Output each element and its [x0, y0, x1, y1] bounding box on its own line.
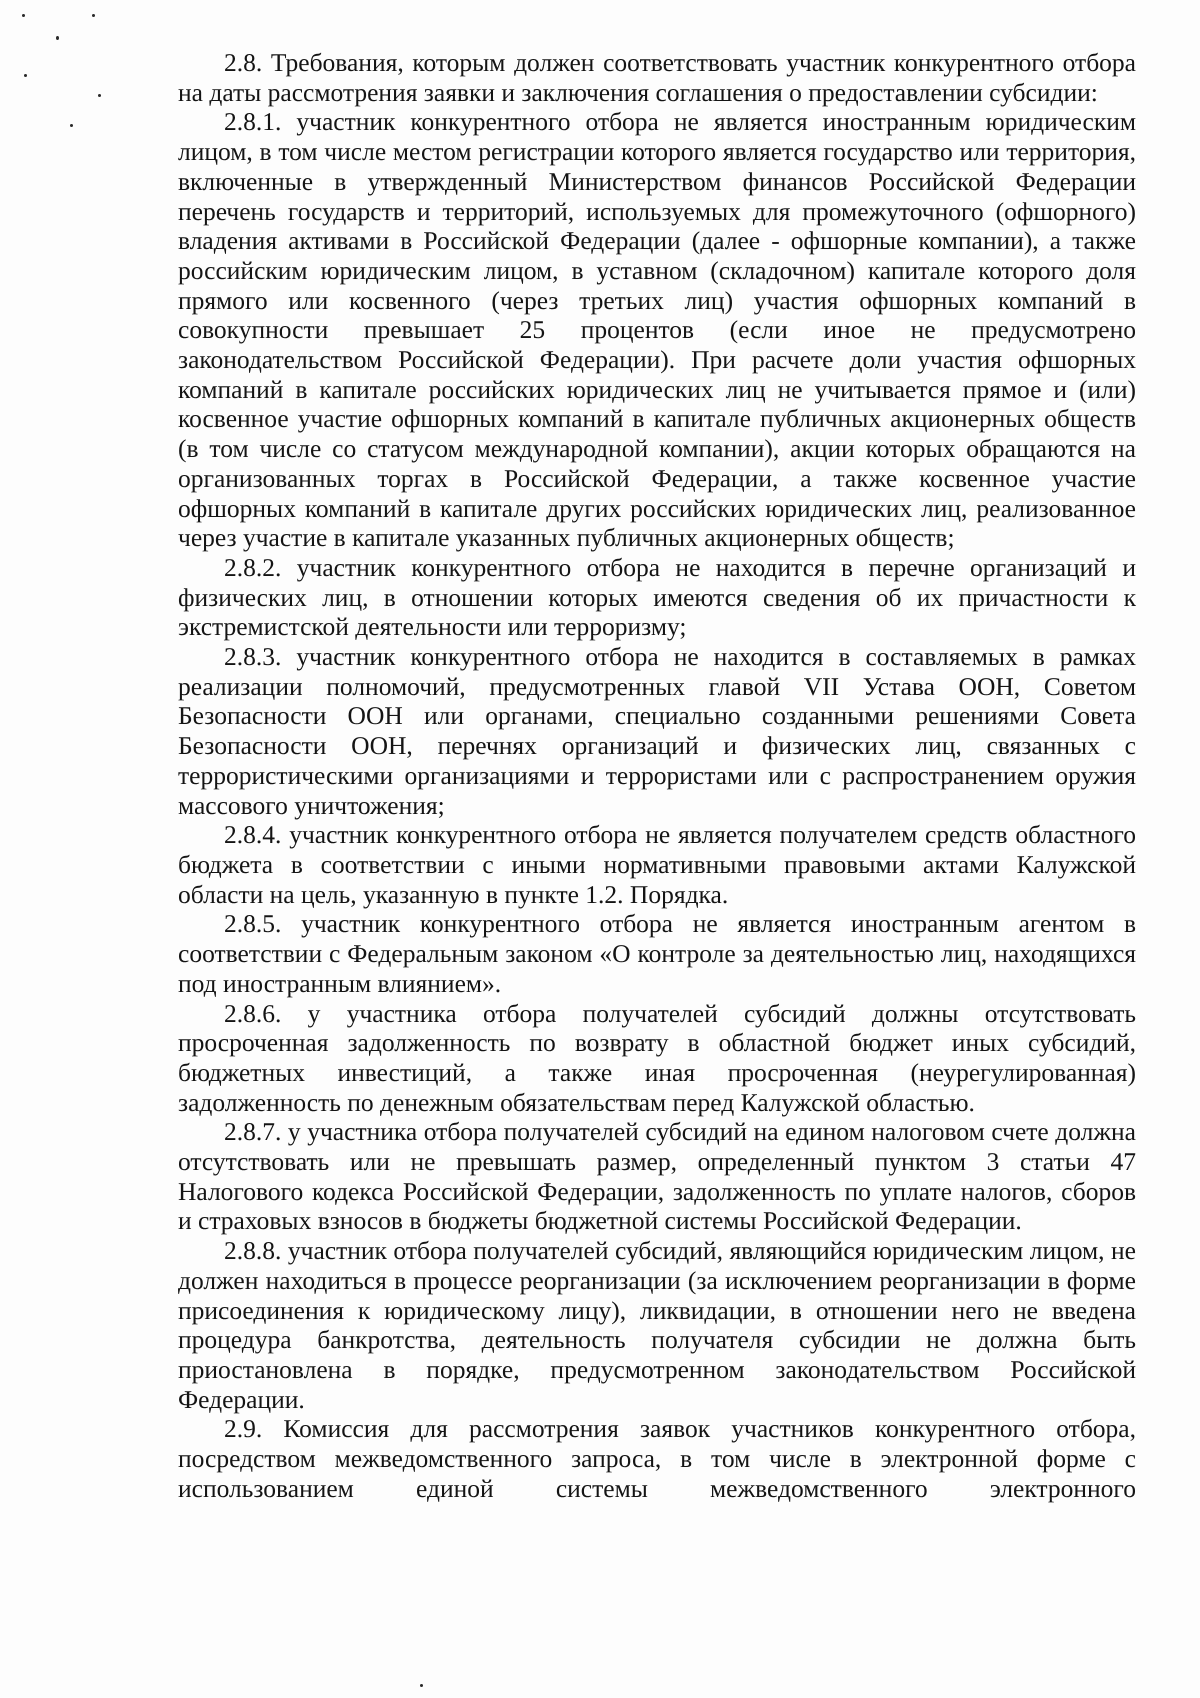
scan-speck — [98, 94, 101, 97]
paragraph-2-8-1: 2.8.1. участник конкурентного отбора не является иностранным юридическим лицом, в том числе местом регистрации которого является государство или территория, включенные в утвержденный Министерством финансов Российской Федерации перечень государств и территорий, используемых для промежуточного (офшорного) владения активами в Российской Федерации (далее - офшорные компании), а также российским юридическим лицом, в уставном (складочном) капитале которого доля прямого или косвенного (через третьих лиц) участия офшорных компаний в совокупности превышает 25 процентов (если иное не предусмотрено законодательством Российской Федерации). При расчете доли участия офшорных компаний в капитале российских юридических лиц не учитывается прямое и (или) косвенное участие офшорных компаний в капитале публичных акционерных обществ (в том числе со статусом международной компании), акции которых обращаются на организованных торгах в Российской Федерации, а также косвенное участие офшорных компаний в капитале других российских юридических лиц, реализованное через участие в капитале указанных публичных акционерных обществ; — [178, 107, 1136, 553]
paragraph-2-8-4: 2.8.4. участник конкурентного отбора не является получателем средств областного бюджета в соответствии с иными нормативными правовыми актами Калужской области на цель, указанную в пункте 1.2. Порядка. — [178, 820, 1136, 909]
paragraph-2-9: 2.9. Комиссия для рассмотрения заявок участников конкурентного отбора, посредством межведомственного запроса, в том числе в электронной форме с использованием единой системы межведомственного электронного — [178, 1414, 1136, 1503]
scan-speck — [420, 1684, 423, 1687]
paragraph-2-8-5: 2.8.5. участник конкурентного отбора не является иностранным агентом в соответствии с Федеральным законом «О контроле за деятельностью лиц, находящихся под иностранным влиянием». — [178, 909, 1136, 998]
paragraph-2-8-3: 2.8.3. участник конкурентного отбора не находится в составляемых в рамках реализации полномочий, предусмотренных главой VII Устава ООН, Советом Безопасности ООН или органами, специально созданными решениями Совета Безопасности ООН, перечнях организаций и физических лиц, связанных с террористическими организациями и террористами или с распространением оружия массового уничтожения; — [178, 642, 1136, 820]
document-body — [178, 48, 1136, 1503]
paragraph-2-8-8: 2.8.8. участник отбора получателей субсидий, являющийся юридическим лицом, не должен находиться в процессе реорганизации (за исключением реорганизации в форме присоединения к юридическому лицу), ликвидации, в отношении него не введена процедура банкротства, деятельность получателя субсидии не должна быть приостановлена в порядке, предусмотренном законодательством Российской Федерации. — [178, 1236, 1136, 1414]
paragraph-2-8-2: 2.8.2. участник конкурентного отбора не находится в перечне организаций и физических лиц, в отношении которых имеются сведения об их причастности к экстремистской деятельности или терроризму; — [178, 552, 1136, 642]
scan-speck — [56, 36, 59, 40]
paragraph-2-8-7: 2.8.7. у участника отбора получателей субсидий на едином налоговом счете должна отсутствовать или не превышать размер, определенный пунктом 3 статьи 47 Налогового кодекса Российской Федерации, задолженность по уплате налогов, сборов и страховых взносов в бюджеты бюджетной системы Российской Федерации. — [178, 1117, 1136, 1236]
scan-speck — [24, 74, 27, 77]
scan-speck — [92, 14, 95, 17]
paragraph-2-8: 2.8. Требования, которым должен соответствовать участник конкурентного отбора на даты рассмотрения заявки и заключения соглашения о предоставлении субсидии: — [178, 48, 1136, 107]
scan-speck — [22, 14, 25, 17]
scan-speck — [70, 124, 73, 127]
paragraph-2-8-6: 2.8.6. у участника отбора получателей субсидий должны отсутствовать просроченная задолженность по возврату в областной бюджет иных субсидий, бюджетных инвестиций, а также иная просроченная (неурегулированная) задолженность по денежным обязательствам перед Калужской областью. — [178, 998, 1136, 1117]
